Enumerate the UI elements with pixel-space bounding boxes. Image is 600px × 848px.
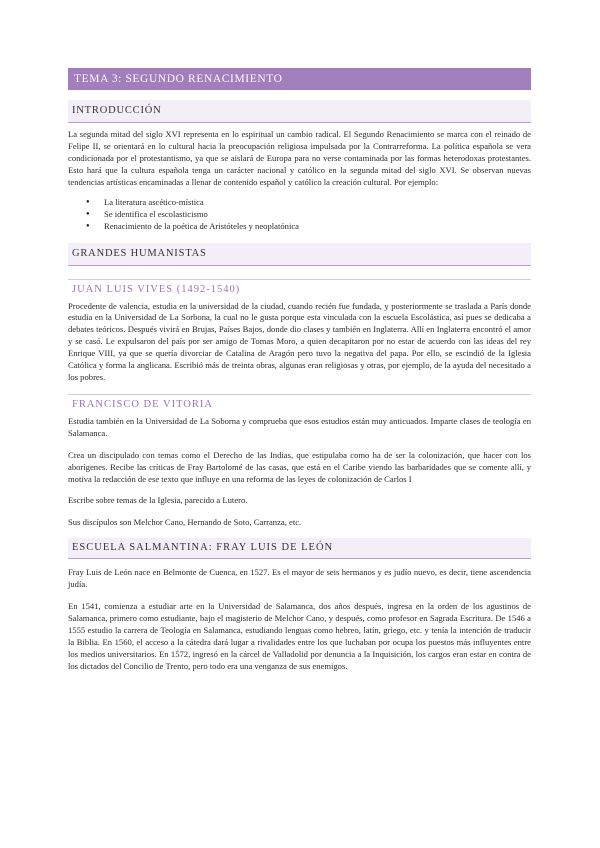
bullet-item: ● La literatura ascético-mística [90,196,531,208]
salmantina-paragraph-1: Fray Luis de León nace en Belmonte de Cuenca, en 1527. Es el mayor de seis hermanos y es judío nuevo, es decir, tiene ascendencia judía. [68,567,531,590]
vitoria-paragraph-2: Crea un discipulado con temas como el Derecho de las Indias, que estipulaba como ha de ser la colonización, que hacer con los aborígenes. Recibe las críticas de Fray Bartolomé de las casas, que está en el Caribe viendo las barbaridades que se comente allí, y motiva la redacción de ese texto que influye en una reforma de las leyes de colonización de Carlos I [68,449,531,484]
vitoria-paragraph-4: Sus discípulos son Melchor Cano, Hernando de Soto, Carranza, etc. [68,517,302,528]
bullet-item: ● Renacimiento de la poética de Aristóteles y neoplatónica [90,220,531,232]
vives-paragraph: Procedente de valencia, estudia en la universidad de la ciudad, cuando recién fue fundada, y posteriormente se traslada a París donde estudia en la Universidad de La Sorbona, la cual no le gusta porque esta vinculada con la escuela Escolástica, así pues se dedicaba a debates teóricos. Después vivirá en Brujas, Países Bajos, donde dio clases y también en Inglaterra. Allí en Inglaterra encontró el amor y se casó. Le expulsaron del país por ser amigo de Tomas Moro, a quien decapitaron por no estar de acuerdo con las ideas del rey Enrique VIII, ya que se quería divorciar de Catalina de Aragón pero tuvo la negativa del papa. Por ello, se escindió de la Iglesia Católica y forma la anglicana. Escribió más de treinta obras, algunas eran religiosas y otras, por ejemplo, de la ayuda del necesitado a los pobres. [68,300,531,382]
bullet-item: ● Se identifica el escolasticismo [90,208,531,220]
humanistas-heading: GRANDES HUMANISTAS [68,243,531,266]
document-title: TEMA 3: SEGUNDO RENACIMIENTO [68,68,531,90]
salmantina-heading: ESCUELA SALMANTINA: FRAY LUIS DE LEÓN [68,538,531,559]
salmantina-paragraph-2: En 1541, comienza a estudiar arte en la Universidad de Salamanca, dos años después, ingresa en la orden de los agustinos de Salamanca, primero como estudiante, bajo el magisterio de Melchor Cano, y después, como profesor en Sagrada Escritura. De 1546 a 1555 estudio la carrera de Teología en Salamanca, estudiando lenguas como hebreo, latín, griego, etc. y tenía la intención de traducir la Biblia. En 1560, el acceso a la cátedra dará lugar a rivalidades entre los que luchaban por ocupa los puestos más influyentes entre los medios universitarios. En 1572, ingresó en la cárcel de Valladolid por denuncia a la Inquisición, los cargos eran estar en contra de los dictados del Concilio de Trento, pero todo era una venganza de sus enemigos. [68,601,531,671]
intro-bullet-list [68,196,531,232]
intro-paragraph: La segunda mitad del siglo XVI representa en lo espiritual un cambio radical. El Segundo Renacimiento se marca con el reinado de Felipe II, se orientará en lo cultural hacia la preocupación religiosa impulsada por la Contrarreforma. La política española se vera condicionada por el protestantismo, ya que se aislará de Europa para no verse contaminada por las formas heterodoxas protestantes. Esto hará que la cultura española tenga un carácter nacional y católico en la segunda mitad del siglo XVI. Se observan nuevas tendencias artísticas encaminadas a llenar de contenido español y católico la creación cultural. Por ejemplo: [68,129,531,187]
vitoria-paragraph-3: Escribe sobre temas de la Iglesia, parecido a Lutero. [68,495,248,506]
intro-heading: INTRODUCCIÓN [68,100,531,123]
vitoria-paragraph-1: Estudia también en la Universidad de La Soborna y comprueba que esos estudios están muy anticuados. Imparte clases de teología en Salamanca. [68,415,531,438]
vitoria-heading: FRANCISCO DE VITORIA [68,394,531,412]
document-page [68,68,531,672]
vives-heading: JUAN LUIS VIVES (1492-1540) [68,279,531,297]
